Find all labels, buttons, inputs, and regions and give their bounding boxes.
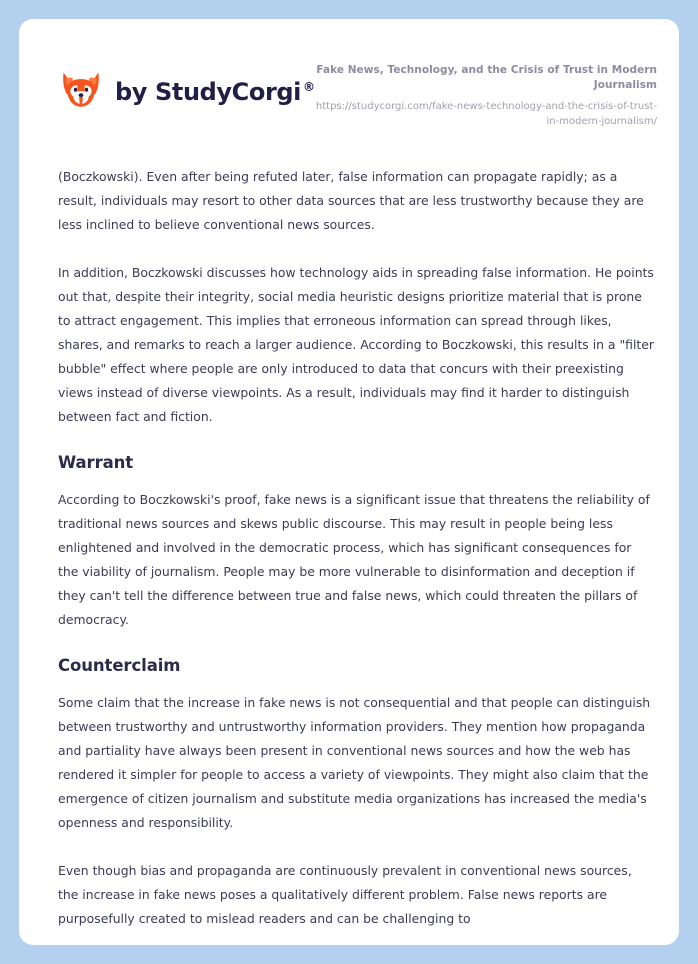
page-title: Fake News, Technology, and the Crisis of Trust in Modern Journalism — [316, 64, 657, 92]
body-paragraph: Even though bias and propaganda are continuously prevalent in conventional news sources, the increase in fake news poses a qualitatively different problem. False news reports are purposefully created to mislead readers and can be challenging to — [58, 863, 632, 927]
header-body-spacer — [19, 129, 679, 165]
brand-logo-group[interactable] — [58, 61, 315, 115]
document-page-card — [19, 19, 679, 945]
brand-name — [115, 78, 315, 106]
source-url[interactable]: https://studycorgi.com/fake-news-technology-and-the-crisis-of-trust-in-modern-journalism/ — [315, 101, 657, 128]
body-paragraph: Some claim that the increase in fake news is not consequential and that people can distinguish between trustworthy and untrustworthy information providers. They mention how propaganda and partiality have always been present in conventional news sources and how the web has rendered it simpler for people to access a variety of viewpoints. They might also claim that the emergence of citizen journalism and substitute media organizations has increased the media's openness and responsibility. — [58, 695, 651, 831]
body-paragraph: According to Boczkowski's proof, fake news is a significant issue that threatens the reliability of traditional news sources and skews public discourse. This may result in people being less enlightened and involved in the democratic process, which has significant consequences for the viability of journalism. People may be more vulnerable to disinformation and deception if they can't tell the difference between true and false news, which could threaten the pillars of democracy. — [58, 492, 650, 628]
content-blocks — [58, 165, 655, 931]
body-paragraph: In addition, Boczkowski discusses how technology aids in spreading false information. He points out that, despite their integrity, social media heuristic designs prioritize material that is prone to attract engagement. This implies that erroneous information can spread through likes, shares, and remarks to reach a larger audience. According to Boczkowski, this results in a "filter bubble" effect where people are only introduced to data that concurs with their preexisting views instead of diverse viewpoints. As a result, individuals may find it harder to distinguish between fact and fiction. — [58, 265, 654, 425]
section-heading: Counterclaim — [58, 656, 181, 676]
document-body — [19, 165, 679, 931]
registered-trademark-icon: ® — [303, 80, 315, 94]
brand-name-text: by StudyCorgi — [115, 78, 301, 106]
section-heading: Warrant — [58, 453, 134, 473]
corgi-face-icon — [58, 69, 104, 115]
page-header — [19, 19, 679, 129]
document-meta — [315, 61, 657, 129]
body-paragraph: (Boczkowski). Even after being refuted later, false information can propagate rapidly; as a result, individuals may resort to other data sources that are less trustworthy because they are less inclined to believe conventional news sources. — [58, 169, 644, 233]
